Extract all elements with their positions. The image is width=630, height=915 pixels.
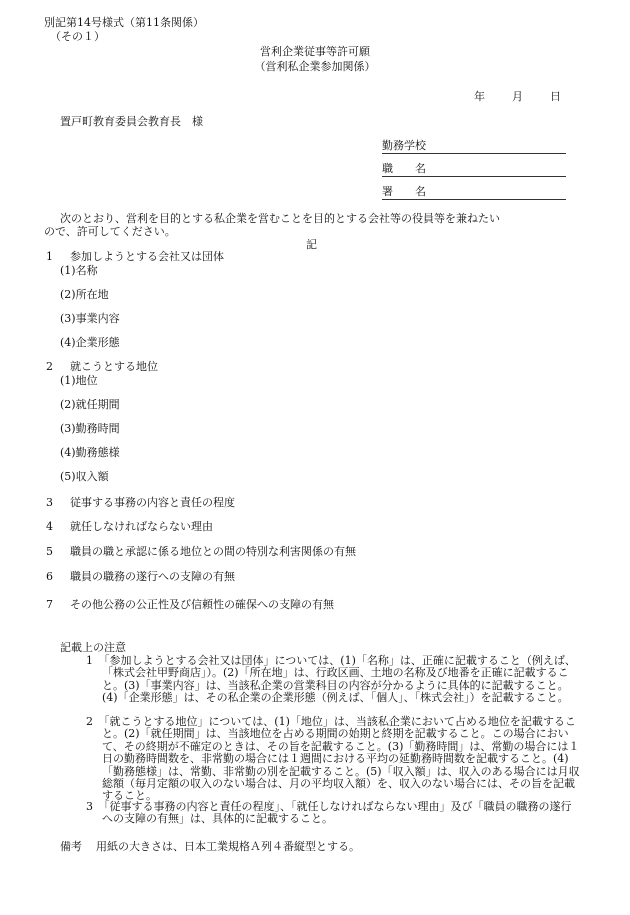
position-field[interactable]	[382, 162, 566, 177]
section-6-title: 職員の職務の遂行への支障の有無	[70, 570, 235, 583]
name-label: 署 名	[382, 185, 426, 198]
school-label: 勤務学校	[382, 139, 426, 152]
note-1: 1 「参加しようとする会社又は団体」については、(1)「名称」は、正確に記載すること（例えば、「株式会社甲野商店」）。(2)「所在地」は、行政区画、土地の名称及び地番を正確に記載すること。(3)「事業内容」は、当該私企業の営業科目の内容が分かるように具体的に記載すること。(4)「企業形態」は、その私企業の企業形態（例えば、「個人」、「株式会社」）を記載すること。	[86, 654, 576, 705]
school-field[interactable]	[382, 139, 566, 154]
section-2-title: 就こうとする地位	[70, 360, 158, 373]
remarks-label: 備考	[60, 840, 82, 853]
section-1-item-1: (1)名称	[60, 264, 98, 277]
ki-marker: 記	[306, 238, 317, 251]
section-2-item-1: (1)地位	[60, 374, 98, 387]
section-7-number: 7	[46, 598, 53, 611]
date-month: 月	[512, 90, 523, 103]
section-2-item-4: (4)勤務態様	[60, 446, 120, 459]
addressee: 置戸町教育委員会教育長 様	[60, 115, 203, 128]
section-2-item-3: (3)勤務時間	[60, 422, 120, 435]
section-3-number: 3	[46, 496, 53, 509]
date-day: 日	[550, 90, 561, 103]
form-sub-number: （その１）	[50, 30, 105, 43]
section-4-number: 4	[46, 520, 53, 533]
section-3-title: 従事する事務の内容と責任の程度	[70, 496, 235, 509]
document-title: 営利企業従事等許可願	[260, 45, 370, 58]
section-6-number: 6	[46, 570, 53, 583]
note-3: 3 「従事する事務の内容と責任の程度」、「就任しなければならない理由」及び「職員の職務の遂行への支障の有無」は、具体的に記載すること。	[86, 800, 572, 826]
document-subtitle: （営利私企業参加関係）	[254, 60, 376, 73]
request-line-1: 次のとおり、営利を目的とする私企業を営むことを目的とする会社等の役員等を兼ねたい	[60, 212, 500, 225]
section-4-title: 就任しなければならない理由	[70, 520, 213, 533]
section-1-item-3: (3)事業内容	[60, 312, 120, 325]
notes-heading: 記載上の注意	[60, 641, 126, 654]
form-number: 別記第14号様式（第11条関係）	[44, 16, 204, 29]
section-1-item-4: (4)企業形態	[60, 336, 120, 349]
section-2-item-2: (2)就任期間	[60, 398, 120, 411]
section-5-number: 5	[46, 545, 53, 558]
section-2-number: 2	[46, 360, 53, 373]
section-1-number: 1	[46, 250, 53, 263]
request-line-2: ので、許可してください。	[44, 225, 176, 238]
section-5-title: 職員の職と承認に係る地位との間の特別な利害関係の有無	[70, 545, 356, 558]
date-year: 年	[474, 90, 485, 103]
position-label: 職 名	[382, 162, 426, 175]
remarks-text: 用紙の大きさは、日本工業規格Ａ列４番縦型とする。	[96, 840, 360, 853]
section-7-title: その他公務の公正性及び信頼性の確保への支障の有無	[70, 598, 334, 611]
note-2: 2 「就こうとする地位」については、(1)「地位」は、当該私企業において占める地位を記載すること。(2)「就任期間」は、当該地位を占める期間の始期と終期を記載すること。この場合において、その終期が不確定のときは、その旨を記載すること。(3)「勤務時間」は、常勤の場合には１日の勤務時間数を、非常勤の場合には１週間における平均の延勤務時間数を記載すること。(4)「勤務態様」は、常勤、非常勤の別を記載すること。(5)「収入額」は、収入のある場合には月収総額（毎月定額の収入のない場合は、月の平均収入額）を、収入のない場合には、その旨を記載すること。	[86, 715, 580, 803]
name-field[interactable]	[382, 185, 566, 200]
section-1-title: 参加しようとする会社又は団体	[70, 250, 224, 263]
section-1-item-2: (2)所在地	[60, 288, 109, 301]
section-2-item-5: (5)収入額	[60, 470, 109, 483]
